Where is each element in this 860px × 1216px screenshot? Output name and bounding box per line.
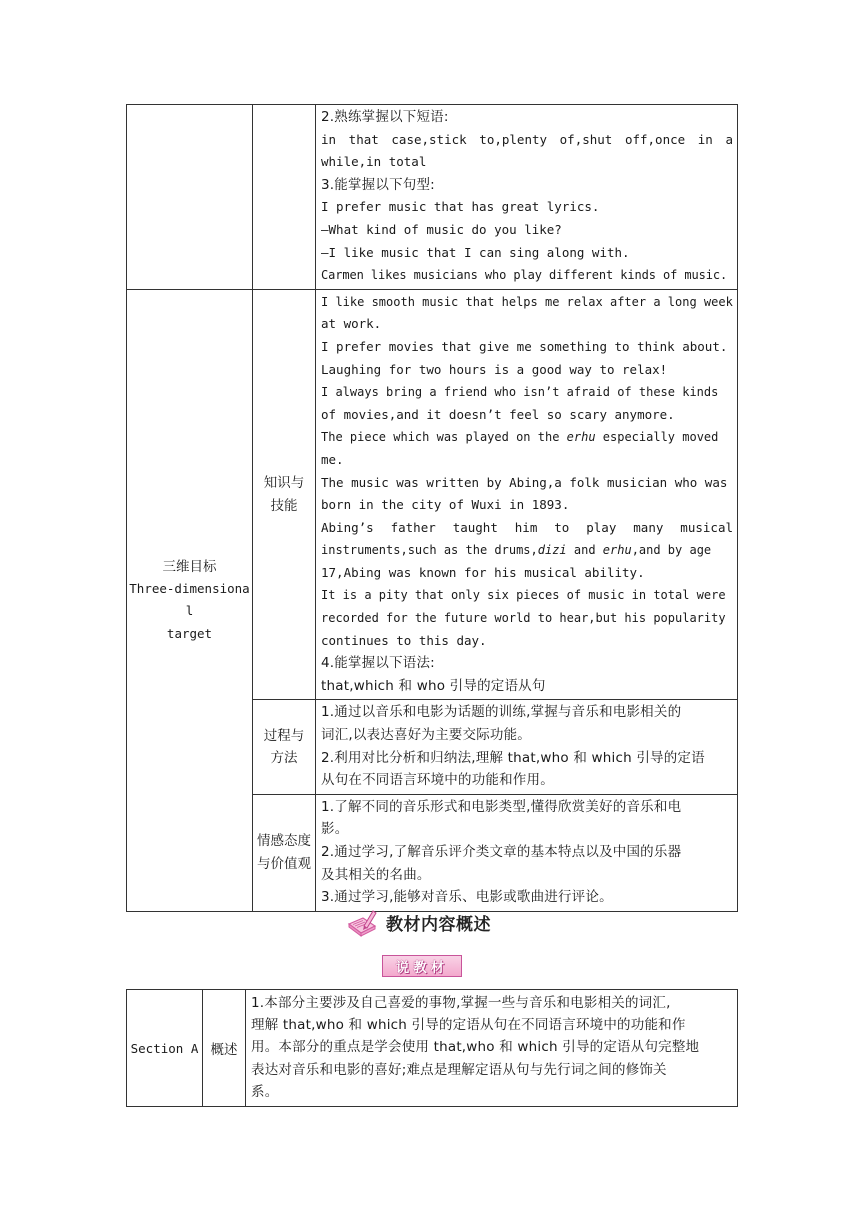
text-line: —I like music that I can sing along with.	[321, 244, 630, 260]
text-line: born in the city of Wuxi in 1893.	[321, 497, 570, 513]
text-line: Abing’s father taught him to play many musical	[321, 519, 733, 535]
attitude-values-content	[316, 794, 738, 911]
italic-term: erhu	[566, 430, 596, 445]
text-line: 2.熟练掌握以下短语:	[321, 109, 449, 125]
text-line: that,which 和 who 引导的定语从句	[321, 677, 546, 694]
text-line: in that case,stick to,plenty of,shut off,once in a	[321, 131, 733, 147]
text-line: 2.利用对比分析和归纳法,理解 that,who 和 which 引导的定语	[321, 749, 705, 766]
three-dimensional-target-label	[127, 289, 253, 911]
text-line: 3.通过学习,能够对音乐、电影或歌曲进行评论。	[321, 889, 613, 906]
table-row	[127, 990, 738, 1107]
text-line: of movies,and it doesn’t feel so scary anymore.	[321, 406, 675, 422]
text-line: 1.通过以音乐和电影为话题的训练,掌握与音乐和电影相关的	[321, 704, 682, 721]
text-line: 用。本部分的重点是学会使用 that,who 和 which 引导的定语从句完整地	[251, 1039, 700, 1056]
label-line: 与价值观	[257, 855, 311, 872]
text-line: —What kind of music do you like?	[321, 221, 562, 237]
text-line: I always bring a friend who isn’t afraid of these kinds	[321, 385, 719, 400]
text-line: recorded for the future world to hear,but his popularity	[321, 611, 726, 626]
text-line: Laughing for two hours is a good way to relax!	[321, 361, 668, 377]
text-line: 4.能掌握以下语法:	[321, 655, 435, 672]
italic-term: dizi	[537, 543, 567, 558]
section-title: 教材内容概述	[386, 914, 491, 935]
teaching-objectives-table	[126, 104, 738, 912]
text-line: me.	[321, 451, 344, 467]
process-methods-content	[316, 700, 738, 794]
label-line: 知识与	[263, 475, 305, 492]
text-line	[321, 426, 733, 449]
text-line: 从句在不同语言环境中的功能和作用。	[321, 772, 554, 789]
label-cn: 三维目标	[162, 558, 217, 575]
text-line: 2.通过学习,了解音乐评介类文章的基本特点以及中国的乐器	[321, 844, 682, 860]
text-line: 理解 that,who 和 which 引导的定语从句在不同语言环境中的功能和作	[251, 1017, 686, 1034]
text-line: 词汇,以表达喜好为主要交际功能。	[321, 727, 531, 744]
text-line: 1.本部分主要涉及自己喜爱的事物,掌握一些与音乐和电影相关的词汇,	[251, 995, 671, 1011]
empty-cell	[127, 105, 253, 290]
phrases-and-patterns-cell	[316, 105, 738, 290]
badge-label: 说教材	[395, 960, 449, 976]
notebook-pencil-icon	[346, 906, 378, 938]
label-line: 情感态度	[257, 833, 311, 850]
text-line: 3.能掌握以下句型:	[321, 176, 435, 193]
text-span: The piece which was played on the	[321, 430, 567, 445]
overview-content-cell	[246, 990, 738, 1107]
text-line: I prefer movies that give me something to think about.	[321, 338, 728, 354]
text-line: while,in total	[321, 154, 427, 170]
process-methods-label	[253, 700, 316, 794]
text-span: instruments,such as the drums,	[321, 543, 538, 558]
attitude-values-label	[253, 794, 316, 911]
table-row	[127, 105, 738, 290]
text-line: 及其相关的名曲。	[321, 866, 431, 883]
text-line: I like smooth music that helps me relax after a long week	[321, 294, 733, 309]
text-span: and	[566, 543, 603, 558]
text-line: Carmen likes musicians who play different kinds of music.	[321, 268, 728, 283]
text-line: continues to this day.	[321, 632, 487, 648]
label-line: 技能	[270, 497, 298, 514]
text-span: ,and by age	[631, 543, 712, 558]
text-line: 影。	[321, 821, 349, 838]
empty-cell	[253, 105, 316, 290]
text-line: 表达对音乐和电影的喜好;难点是理解定语从句与先行词之间的修饰关	[251, 1061, 667, 1078]
knowledge-skills-label	[253, 289, 316, 700]
text-line: 1.了解不同的音乐形式和电影类型,懂得欣赏美好的音乐和电	[321, 798, 682, 815]
text-line	[321, 539, 733, 562]
textbook-overview-table	[126, 989, 738, 1107]
label-en-line: target	[166, 625, 213, 641]
text-line: I prefer music that has great lyrics.	[321, 199, 600, 215]
text-line: The music was written by Abing,a folk musician who was	[321, 474, 728, 490]
text-span: especially moved	[595, 430, 719, 445]
table-row	[127, 289, 738, 700]
knowledge-skills-content	[316, 289, 738, 700]
text-line: 17,Abing was known for his musical ability.	[321, 564, 645, 580]
italic-term: erhu	[602, 543, 632, 558]
text-line: It is a pity that only six pieces of music in total were	[321, 588, 726, 603]
label-line: 过程与	[263, 727, 305, 744]
label-en-line: l	[185, 603, 194, 619]
section-heading	[346, 905, 491, 939]
section-name-cell: Section A	[127, 990, 203, 1107]
label-en-line: Three-dimensiona	[129, 580, 250, 596]
text-line: 系。	[251, 1083, 279, 1100]
speak-textbook-badge	[382, 955, 462, 977]
overview-type-cell: 概述	[203, 990, 246, 1107]
label-line: 方法	[270, 750, 298, 767]
text-line: at work.	[321, 316, 382, 332]
